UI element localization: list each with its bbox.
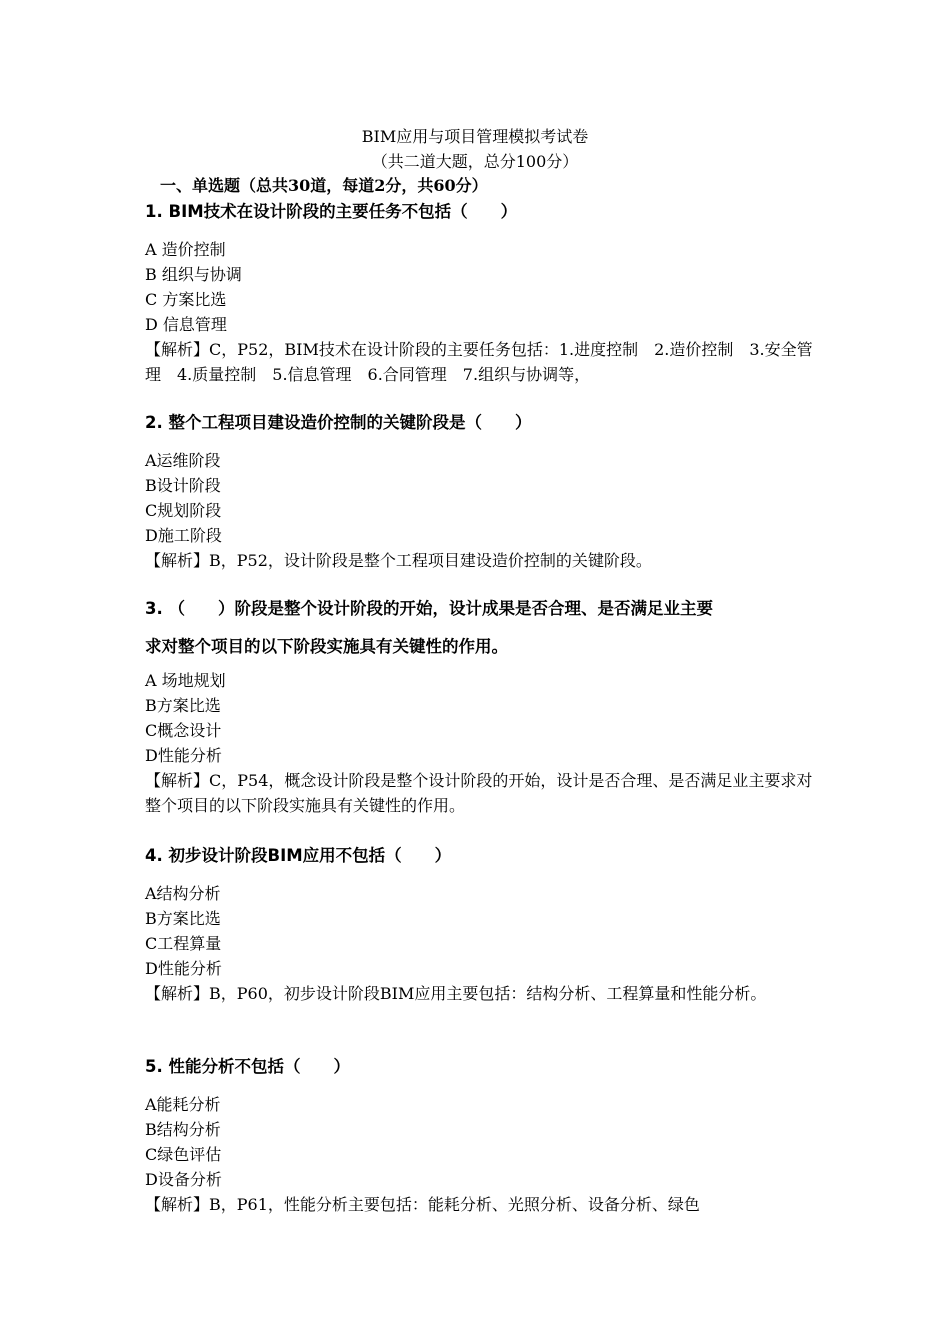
question-1	[145, 200, 815, 387]
question-4	[145, 844, 815, 1006]
question-5	[145, 1055, 815, 1217]
option-b: B设计阶段	[145, 476, 221, 495]
document-subtitle: （共二道大题，总分100分）	[371, 152, 579, 171]
option-c: C概念设计	[145, 721, 222, 740]
option-list	[145, 1092, 815, 1192]
option-c: C 方案比选	[145, 290, 227, 309]
section-heading: 一、单选题（总共30道，每道2分，共60分）	[160, 176, 488, 195]
question-stem: 1. BIM技术在设计阶段的主要任务不包括（ ）	[145, 202, 518, 221]
option-c: C工程算量	[145, 934, 222, 953]
option-d: D 信息管理	[145, 315, 227, 334]
option-a: A能耗分析	[145, 1095, 221, 1114]
explanation: 【解析】B，P61，性能分析主要包括：能耗分析、光照分析、设备分析、绿色	[145, 1195, 700, 1214]
option-d: D性能分析	[145, 959, 222, 978]
option-a: A 造价控制	[145, 240, 226, 259]
explanation: 【解析】B，P60，初步设计阶段BIM应用主要包括：结构分析、工程算量和性能分析。	[145, 984, 767, 1003]
question-stem-line-2: 求对整个项目的以下阶段实施具有关键性的作用。	[145, 637, 508, 656]
question-2	[145, 411, 815, 573]
option-c: C绿色评估	[145, 1145, 222, 1164]
option-b: B方案比选	[145, 909, 221, 928]
explanation: 【解析】B，P52，设计阶段是整个工程项目建设造价控制的关键阶段。	[145, 551, 652, 570]
option-c: C规划阶段	[145, 501, 222, 520]
option-b: B方案比选	[145, 696, 221, 715]
option-d: D性能分析	[145, 746, 222, 765]
explanation: 【解析】C，P52，BIM技术在设计阶段的主要任务包括：1.进度控制 2.造价控制 3.安全管理 4.质量控制 5.信息管理 6.合同管理 7.组织与协调等，	[145, 340, 813, 384]
option-list	[145, 237, 815, 337]
question-stem: 5. 性能分析不包括（ ）	[145, 1057, 350, 1076]
question-stem: 2. 整个工程项目建设造价控制的关键阶段是（ ）	[145, 413, 532, 432]
option-list	[145, 881, 815, 981]
question-stem-line-1: 3. （ ）阶段是整个设计阶段的开始，设计成果是否合理、是否满足业主要	[145, 599, 713, 618]
question-stem: 4. 初步设计阶段BIM应用不包括（ ）	[145, 846, 452, 865]
option-d: D施工阶段	[145, 526, 222, 545]
option-a: A结构分析	[145, 884, 221, 903]
question-3	[145, 590, 815, 818]
document-title: BIM应用与项目管理模拟考试卷	[361, 127, 589, 146]
explanation: 【解析】C，P54，概念设计阶段是整个设计阶段的开始，设计是否合理、是否满足业主要求对整个项目的以下阶段实施具有关键性的作用。	[145, 771, 813, 815]
option-d: D设备分析	[145, 1170, 222, 1189]
option-b: B 组织与协调	[145, 265, 242, 284]
option-a: A运维阶段	[145, 451, 221, 470]
option-b: B结构分析	[145, 1120, 221, 1139]
option-a: A 场地规划	[145, 671, 226, 690]
option-list	[145, 448, 815, 548]
